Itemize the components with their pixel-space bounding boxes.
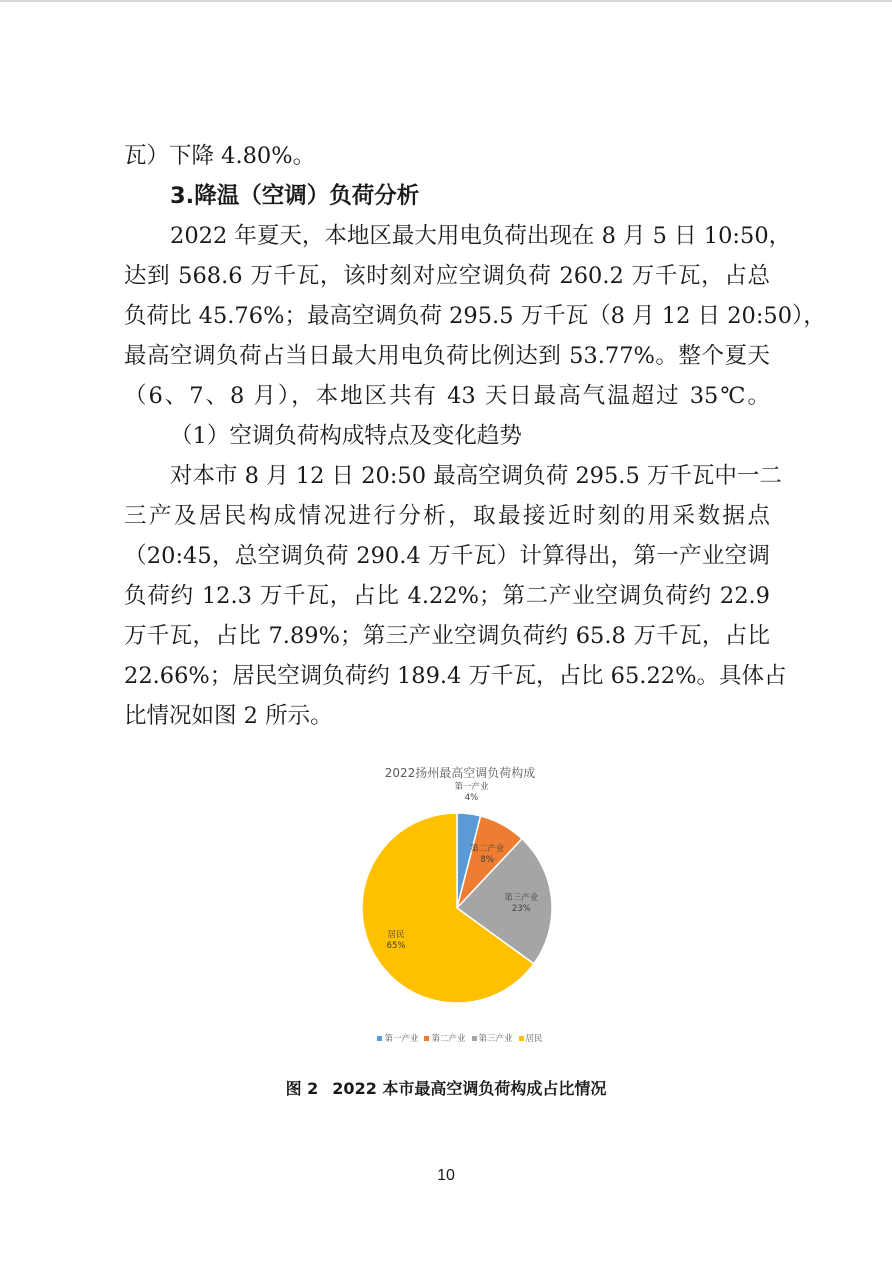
paragraph1-line: （6、7、8 月），本地区共有 43 天日最高气温超过 35℃。 [124,383,770,409]
page-top-edge [0,0,892,2]
slice-percent-label: 8% [480,855,494,866]
pie-chart-svg [340,760,580,1050]
paragraph2-line: 负荷约 12.3 万千瓦，占比 4.22%；第二产业空调负荷约 22.9 [124,583,770,609]
paragraph2-line: 22.66%；居民空调负荷约 189.4 万千瓦，占比 65.22%。具体占 [124,663,787,689]
pie-chart [340,760,580,1050]
legend-label: 第二产业 [431,1034,466,1044]
figure-number: 图 2 [285,1079,319,1098]
paragraph1-line: 最高空调负荷占当日最大用电负荷比例达到 53.77%。整个夏天 [124,343,770,369]
paragraph-tail: 瓦）下降 4.80%。 [124,143,316,169]
paragraph2-line: 比情况如图 2 所示。 [124,703,333,729]
legend-label: 居民 [525,1034,543,1044]
legend-item [472,1032,513,1044]
slice-percent-label: 4% [464,793,479,804]
figure-caption [0,1075,892,1103]
figure-caption-text: 2022 本市最高空调负荷构成占比情况 [332,1079,607,1098]
paragraph2-line: （20:45，总空调负荷 290.4 万千瓦）计算得出，第一产业空调 [124,543,770,569]
legend-swatch [472,1036,477,1041]
slice-category-label: 第一产业 [454,782,489,793]
legend-swatch [424,1036,429,1041]
slice-category-label: 第三产业 [504,892,539,903]
legend-item [377,1032,418,1044]
slice-percent-label: 23% [511,903,531,914]
section-heading: 3.降温（空调）负荷分析 [170,183,420,209]
paragraph1-line: 达到 568.6 万千瓦，该时刻对应空调负荷 260.2 万千瓦，占总 [124,263,770,289]
legend-swatch [377,1036,382,1041]
paragraph2-line: 万千瓦，占比 7.89%；第三产业空调负荷约 65.8 万千瓦，占比 [124,623,770,649]
chart-title: 2022扬州最高空调负荷构成 [384,766,536,780]
legend-label: 第三产业 [478,1034,513,1044]
slice-category-label: 第二产业 [470,844,505,855]
chart-legend [340,1032,580,1044]
paragraph1-line: 2022 年夏天，本地区最大用电负荷出现在 8 月 5 日 10:50， [170,223,792,249]
slice-percent-label: 65% [386,941,406,952]
sub-heading: （1）空调负荷构成特点及变化趋势 [170,423,522,449]
paragraph2-line: 三产及居民构成情况进行分析，取最接近时刻的用采数据点 [124,503,770,529]
paragraph2-line: 对本市 8 月 12 日 20:50 最高空调负荷 295.5 万千瓦中一二 [170,463,782,489]
page-number: 10 [437,1167,455,1184]
legend-swatch [519,1036,524,1041]
legend-item [519,1032,543,1044]
slice-category-label: 居民 [387,930,405,941]
legend-label: 第一产业 [384,1034,419,1044]
legend-item [424,1032,465,1044]
paragraph1-line: 负荷比 45.76%；最高空调负荷 295.5 万千瓦（8 月 12 日 20:50）， [124,303,826,329]
body-text [124,136,826,736]
